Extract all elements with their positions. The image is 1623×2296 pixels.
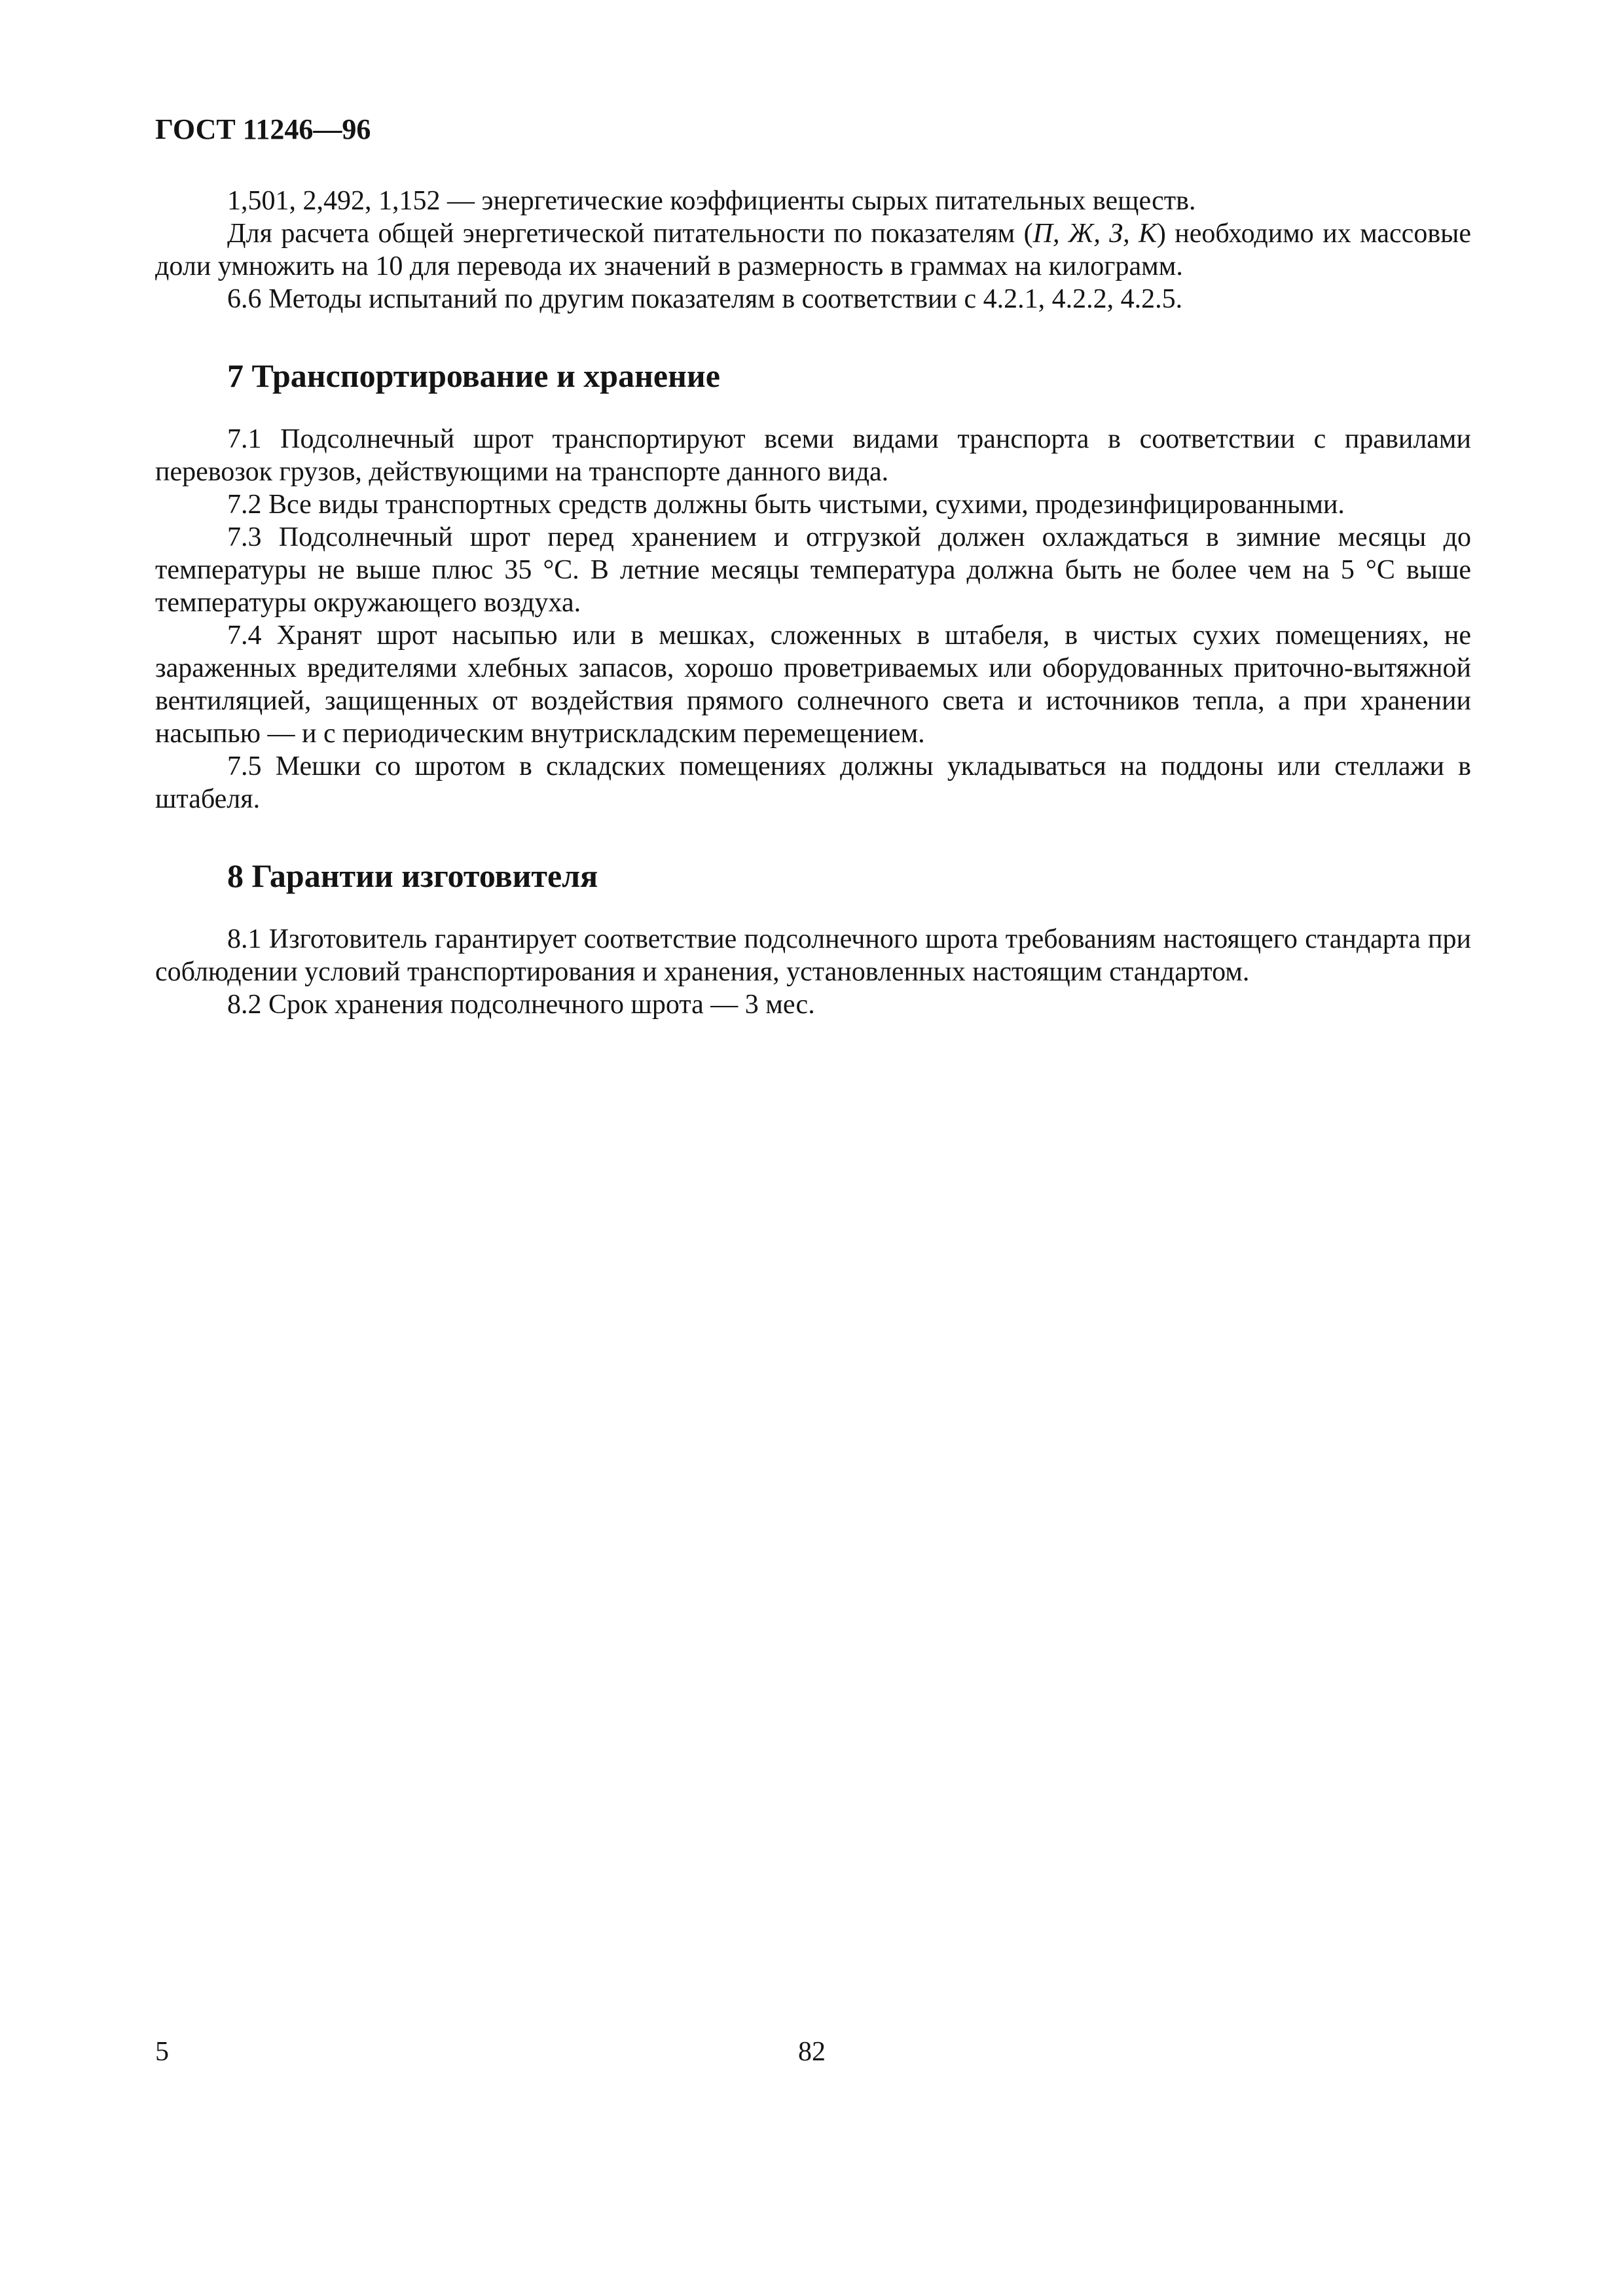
footer-page-number: 82 [798,2037,826,2067]
clause-8-1: 8.1 Изготовитель гарантирует соответствие подсолнечного шрота требованиям настоящего стандарта при соблюдении условий транспортирования и хранения, установленных настоящим стандартом. [155,924,1471,987]
document-id-header: ГОСТ 11246—96 [155,113,371,145]
energy-calculation-text-after: ) необходимо их массовые доли умножить на 10 для перевода их значений в размерность в граммах на килограмм. [155,219,1472,281]
clause-7-5: 7.5 Мешки со шротом в складских помещениях должны укладываться на поддоны или стеллажи в штабеля. [155,751,1471,814]
energy-calculation-paragraph [155,217,1471,283]
test-methods-paragraph: 6.6 Методы испытаний по другим показателям в соответствии с 4.2.1, 4.2.2, 4.2.5. [227,284,1183,314]
footer-local-page-number: 5 [155,2037,169,2067]
energy-coefficients-paragraph: 1,501, 2,492, 1,152 — энергетические коэффициенты сырых питательных веществ. [227,186,1196,216]
clause-7-3: 7.3 Подсолнечный шрот перед хранением и отгрузкой должен охлаждаться в зимние месяцы до температуры не выше плюс 35 °С. В летние месяцы температура должна быть не более чем на 5 °С выше температуры окружающего воздуха. [155,522,1471,618]
page-content [155,185,1471,1021]
clause-7-2: 7.2 Все виды транспортных средств должны быть чистыми, сухими, продезинфицированными. [227,490,1345,520]
clause-7-4: 7.4 Хранят шрот насыпью или в мешках, сложенных в штабеля, в чистых сухих помещениях, не зараженных вредителями хлебных запасов, хорошо проветриваемых или оборудованных приточно-вытяжной вентиляцией, защищенных от воздействия прямого солнечного света и источников тепла, а при хранении насыпью — и с периодическим внутрискладским перемещением. [155,620,1471,749]
energy-calculation-text-before: Для расчета общей энергетической питательности по показателям ( [227,219,1033,249]
section-7-heading: 7 Транспортирование и хранение [227,357,720,394]
section-8-heading: 8 Гарантии изготовителя [227,857,598,894]
clause-7-1: 7.1 Подсолнечный шрот транспортируют всеми видами транспорта в соответствии с правилами перевозок грузов, действующими на транспорте данного вида. [155,424,1471,487]
clause-8-2: 8.2 Срок хранения подсолнечного шрота — 3 мес. [227,990,815,1020]
nutrient-symbols: П, Ж, З, К [1032,219,1157,249]
